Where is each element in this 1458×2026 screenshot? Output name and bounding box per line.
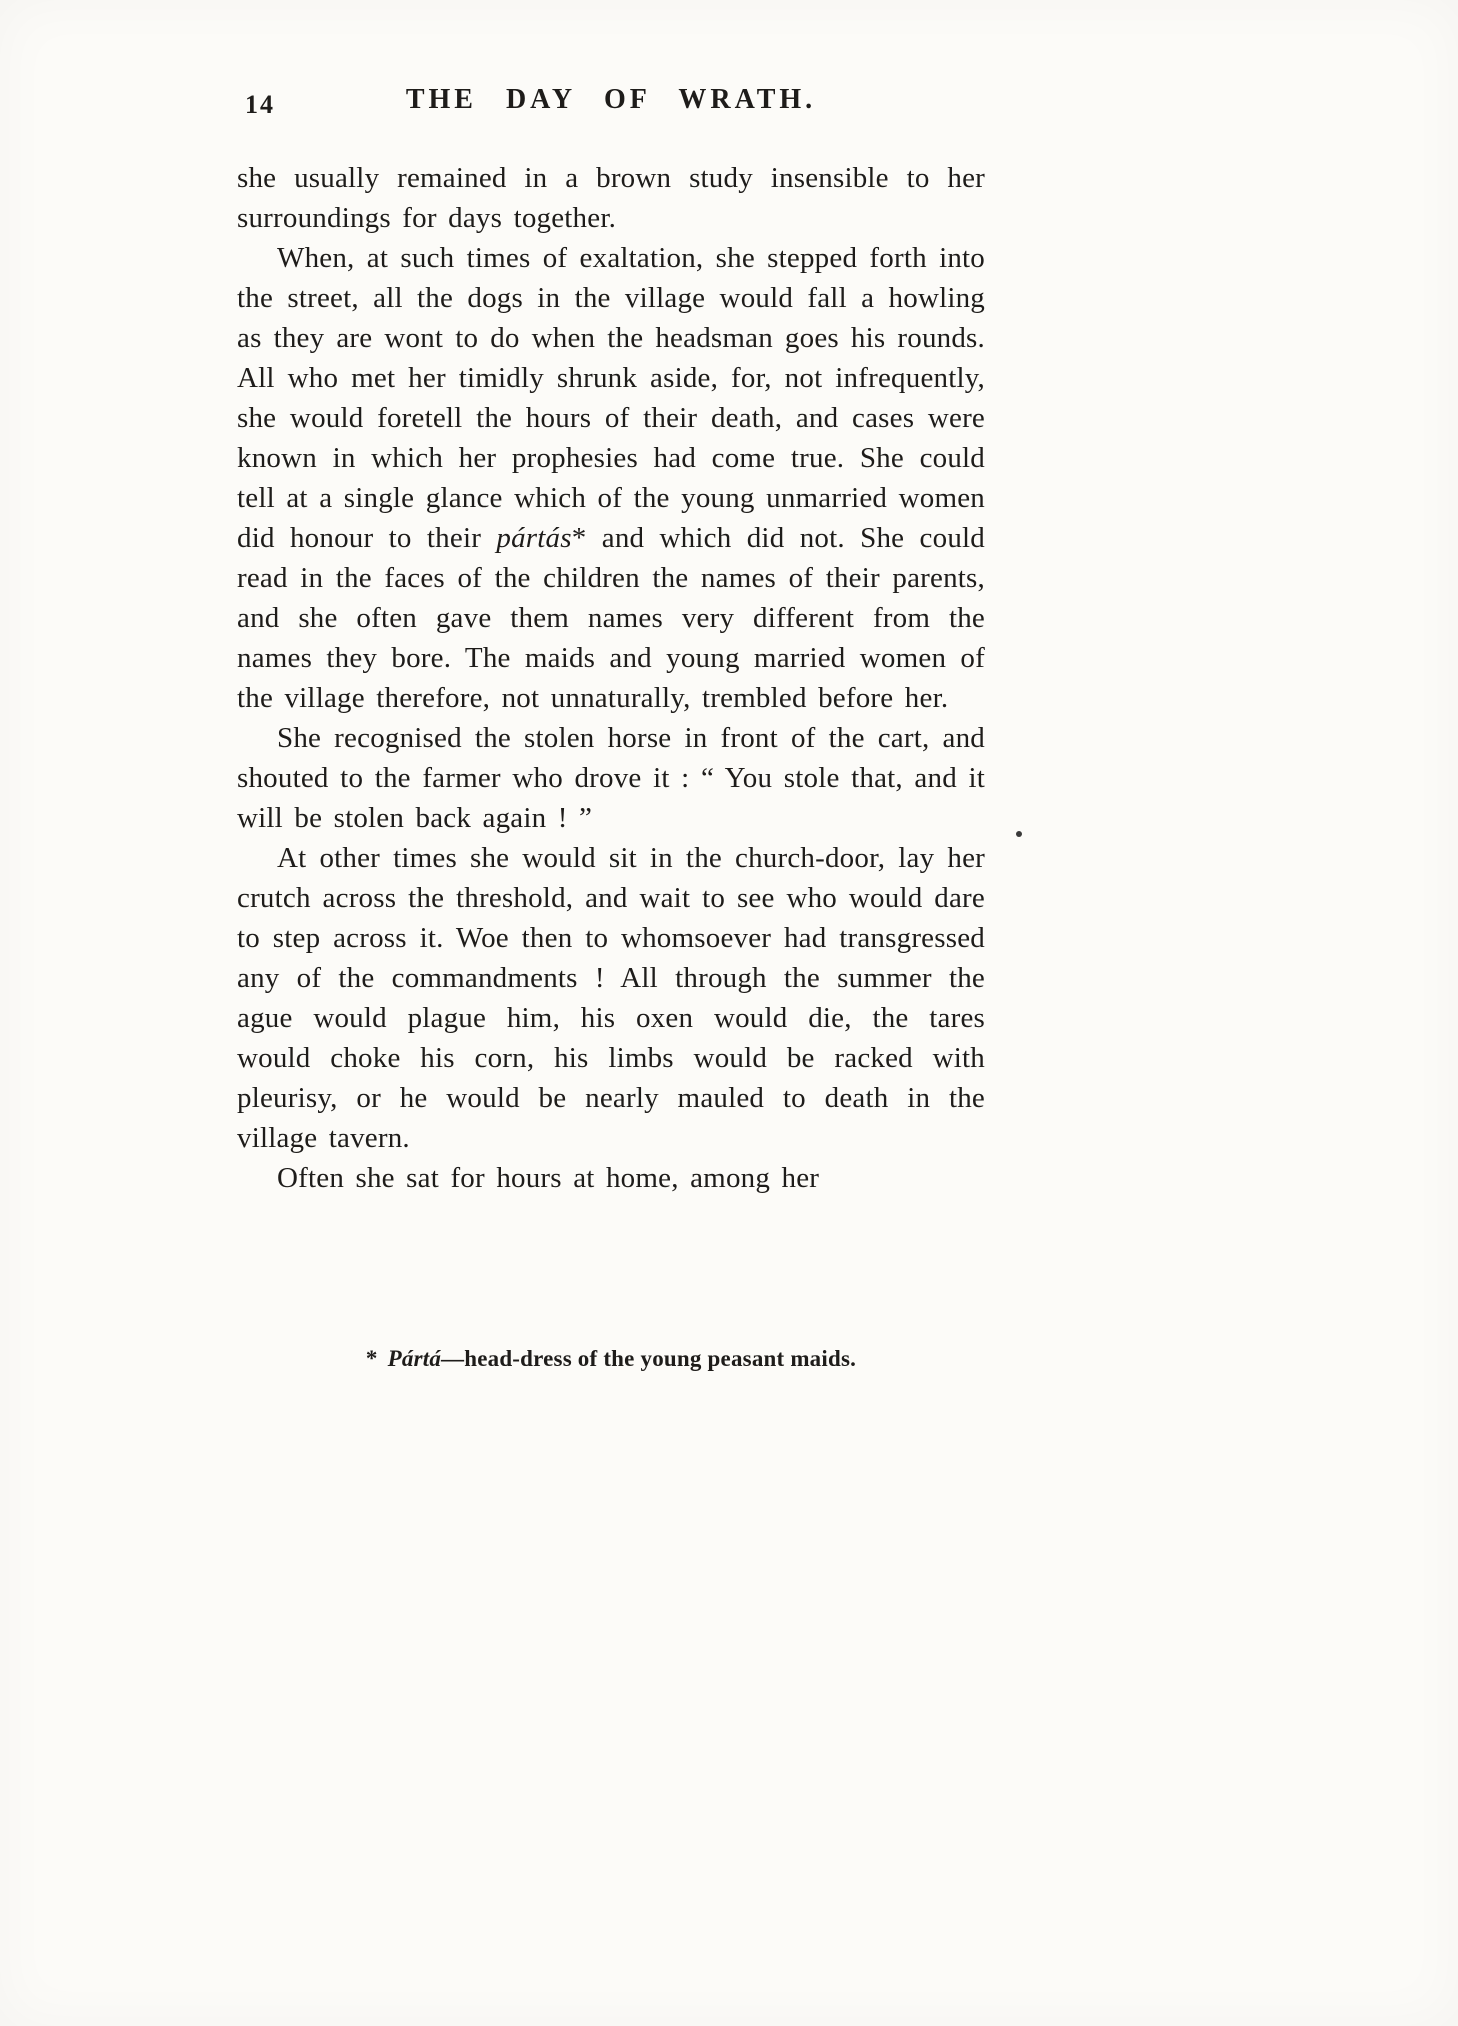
paragraph [237,238,985,718]
paragraph [237,158,985,238]
ink-speck-artifact [1016,831,1022,837]
page-number: 14 [245,90,275,119]
footnote-marker: * [365,1346,378,1371]
text-segment: she usually remained in a brown study insensible to her surroundings for days together. [237,162,985,234]
paragraph [237,838,985,1158]
text-segment: Often she sat for hours at home, among her [277,1162,820,1194]
text-segment: When, at such times of exaltation, she stepped forth into the street, all the dogs in the village would fall a howling as they are wont to do when the headsman goes his rounds. All who met her timidly shrunk aside, for, not infrequently, she would foretell the hours of their death, and cases were known in which her prophesies had come true. She could tell at a single glance which of the young unmarried women did honour to their [237,242,985,554]
text-segment: At other times she would sit in the church-door, lay her crutch across the threshold, and wait to see who would dare to step across it. Woe then to whomsoever had transgressed any of the commandments ! All through the summer the ague would plague him, his oxen would die, the tares would choke his corn, his limbs would be racked with pleurisy, or he would be nearly mauled to death in the village tavern. [237,842,985,1154]
text-segment: Pártá [387,1346,442,1371]
footnote [237,1346,985,1372]
page-header [237,84,985,124]
text-segment: —head-dress of the young peasant maids. [441,1346,857,1371]
text-segment: pártás [496,522,572,554]
page-title: THE DAY OF WRATH. [405,84,817,115]
text-segment: * and which did not. She could read in the faces of the children the names of their parents, and she often gave them names very different from the names they bore. The maids and young married women of the village therefore, not unnaturally, trembled before her. [237,522,985,714]
paragraph [237,718,985,838]
body-text [237,158,985,1198]
text-segment: She recognised the stolen horse in front of the cart, and shouted to the farmer who drove it : “ You stole that, and it will be stolen back again ! ” [237,722,985,834]
paragraph [237,1158,985,1198]
